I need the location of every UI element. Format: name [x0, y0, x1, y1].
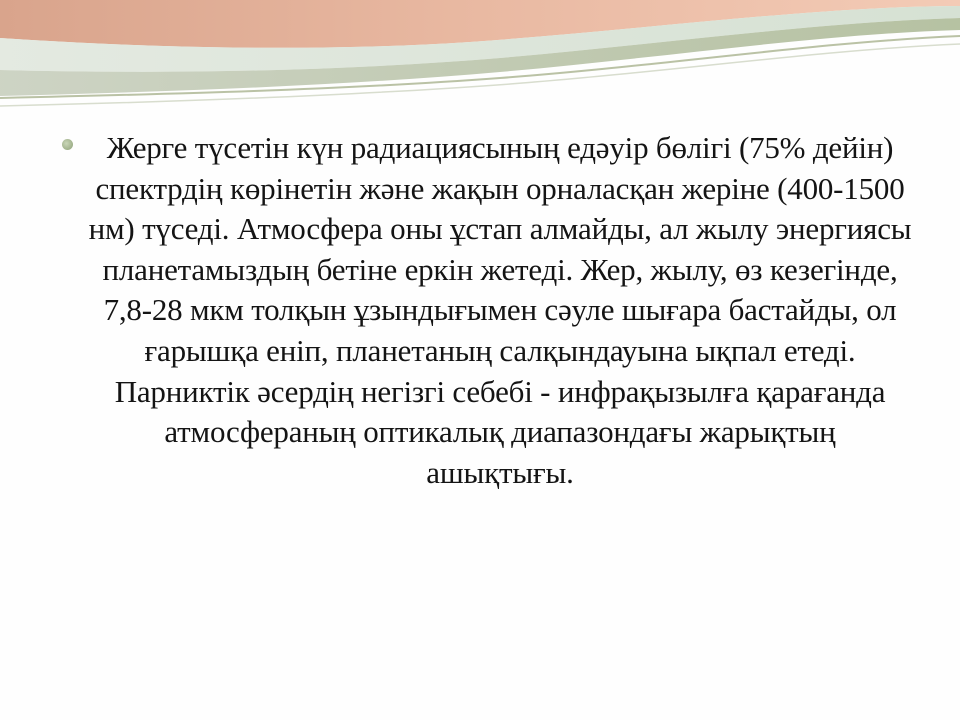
bullet-dot-icon: [62, 139, 73, 150]
slide-content: [60, 128, 912, 493]
bullet-item: [60, 128, 912, 493]
bullet-text: Жерге түсетін күн радиациясының едәуір бөлігі (75% дейін) спектрдің көрінетін және жақын орналасқан жеріне (400-1500 нм) түседі. Атмосфера оны ұстап алмайды, ал жылу энергиясы планетамыздың бетіне еркін жетеді. Жер, жылу, өз кезегінде, 7,8-28 мкм толқын ұзындығымен сәуле шығара бастайды, ол ғарышқа еніп, планетаның салқындауына ықпал етеді. Парниктік әсердің негізгі себебі - инфрақызылға қарағанда атмосфераның оптикалық диапазондағы жарықтың ашықтығы.: [88, 130, 912, 490]
header-wave-decoration: [0, 0, 960, 120]
